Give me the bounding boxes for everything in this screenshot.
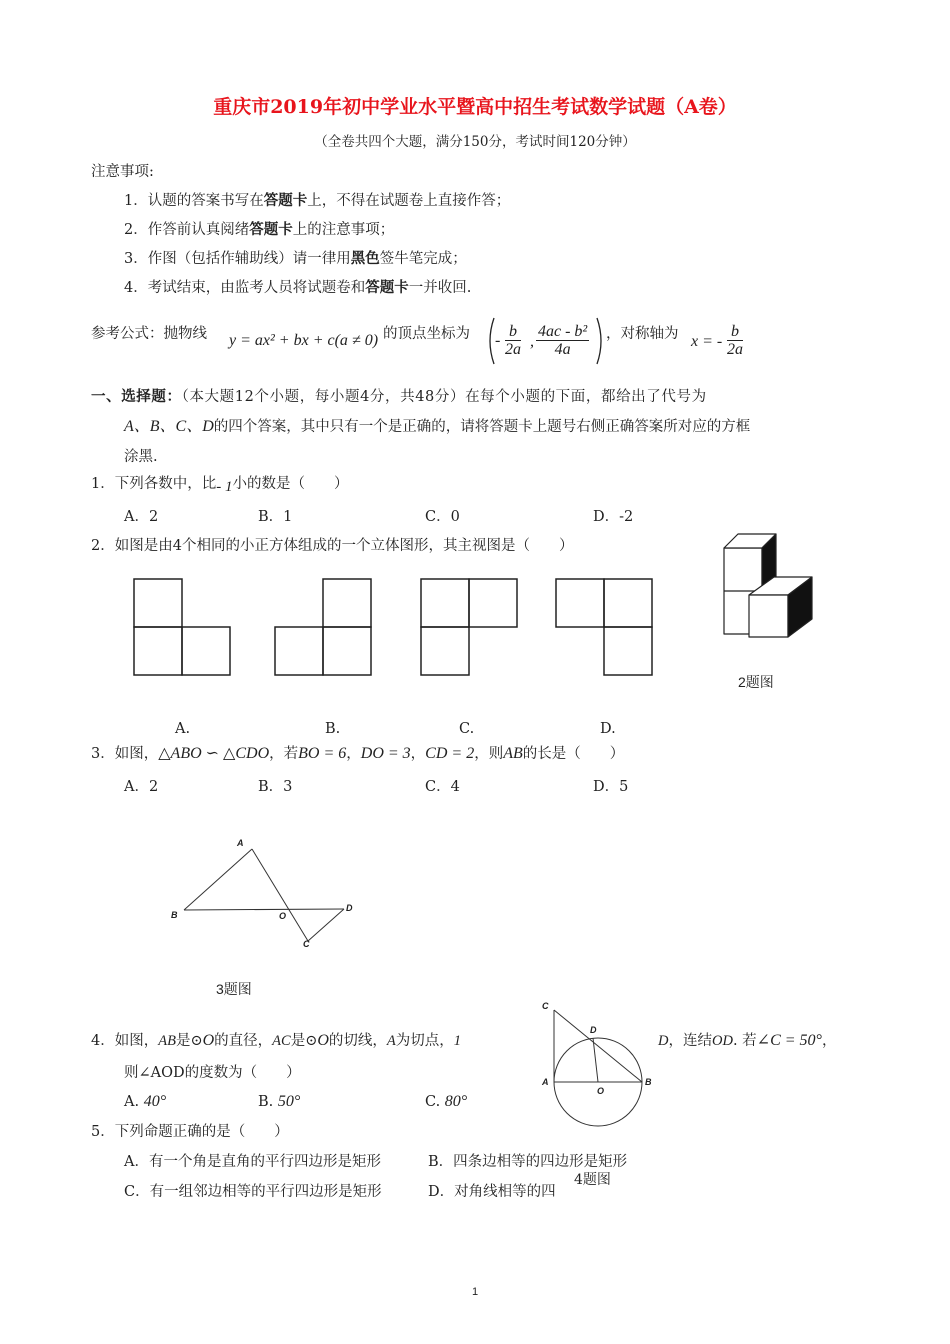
exam-title: 重庆市2019年初中学业水平暨高中招生考试数学试题（A卷） — [213, 96, 737, 118]
notice-item-3: 3．作图（包括作辅助线）请一律用黑色签牛笔完成； — [124, 250, 467, 267]
q4-stem-line-1-end: D，连结OD. 若∠C = 50°， — [658, 1032, 837, 1049]
notice-item-2: 2．作答前认真阅绪答题卡上的注意事项； — [124, 221, 395, 238]
q3-point-a: A — [237, 838, 244, 848]
axis-text: ，对称轴为 — [606, 326, 679, 342]
q3-option-b: B．3 — [258, 779, 293, 795]
q5-option-b: B．四条边相等的四边形是矩形 — [428, 1154, 628, 1170]
notice-item-4: 4．考试结束，由监考人员将试题卷和答题卡一并收回. — [124, 279, 472, 296]
q2-option-c: C. — [459, 721, 475, 737]
vertex-y-fraction: $\frac{\text{4ac - b²}}{4a}$ — [538, 323, 588, 358]
vertex-minus: - — [495, 332, 501, 349]
section-1-line-3: 涂黑. — [124, 449, 158, 465]
page-number: 1 — [471, 1286, 479, 1298]
q1-option-b: B．1 — [258, 509, 293, 525]
q2-option-b: B. — [325, 721, 341, 737]
q4-figure-caption: 4题图 — [574, 1172, 611, 1188]
section-1-line-1: 一、选择题：（本大题12个小题，每小题4分，共48分）在每个小题的下面，都给出了代号为 — [91, 388, 707, 405]
q3-option-c: C．4 — [425, 779, 460, 795]
q4-point-o: O — [597, 1086, 605, 1096]
q2-option-b-figure — [274, 578, 374, 678]
q3-option-a: A．2 — [124, 779, 159, 795]
q3-figure-caption: 3题图 — [216, 981, 252, 997]
q1-option-c: C．0 — [425, 509, 460, 525]
q4-point-a: A — [542, 1077, 549, 1087]
q2-figure-caption: 2题图 — [738, 674, 774, 690]
q4-option-c: C. 80° — [425, 1093, 468, 1110]
q2-stem: 2．如图是由4个相同的小正方体组成的一个立体图形，其主视图是（ ） — [91, 538, 574, 554]
q2-option-d-figure — [555, 578, 655, 678]
q4-point-d: D — [590, 1025, 597, 1035]
q3-triangle-figure — [170, 840, 360, 960]
q4-stem-line-1: 4．如图，AB是⊙O的直径，AC是⊙O的切线，A为切点，1 — [91, 1032, 462, 1049]
q4-point-c: C — [542, 1001, 549, 1011]
q5-option-c: C．有一组邻边相等的平行四边形是矩形 — [124, 1184, 382, 1200]
q4-option-b: B. 50° — [258, 1093, 301, 1110]
q3-stem: 3．如图，△ABO ∽ △CDO，若BO = 6，DO = 3，CD = 2，则AB的长是（ ） — [91, 745, 625, 762]
q5-option-a: A．有一个角是直角的平行四边形是矩形 — [124, 1154, 381, 1170]
q3-point-c: C — [303, 939, 310, 949]
q2-option-c-figure — [420, 578, 520, 678]
q4-stem-line-2: 则∠AOD的度数为（ ） — [124, 1065, 301, 1081]
q3-point-d: D — [346, 903, 353, 913]
q4-circle-figure — [540, 1005, 660, 1155]
exam-subtitle: （全卷共四个大题，满分150分，考试时间120分钟） — [314, 134, 636, 150]
q2-option-a-figure — [133, 578, 233, 678]
q5-stem: 5．下列命题正确的是（ ） — [91, 1124, 289, 1140]
section-1-line-2: A、B、C、D的四个答案，其中只有一个是正确的，请将答题卡上题号右侧正确答案所对应的方框 — [124, 418, 751, 435]
q2-option-d: D. — [600, 721, 616, 737]
q1-option-a: A．2 — [124, 509, 159, 525]
parabola-equation: y = ax² + bx + c(a ≠ 0) — [229, 332, 379, 349]
q4-point-b: B — [645, 1077, 652, 1087]
q2-option-a: A. — [175, 721, 191, 737]
q1-option-d: D．-2 — [593, 509, 634, 525]
q3-option-d: D．5 — [593, 779, 629, 795]
vertex-x-fraction: $\frac{b}{2a}$ — [505, 323, 521, 358]
q3-point-o: O — [279, 911, 287, 921]
q2-cube-figure — [722, 532, 822, 640]
q1-stem: 1．下列各数中，比- 1小的数是（ ） — [91, 476, 349, 495]
q3-point-b: B — [171, 910, 178, 920]
formula-mid: 的顶点坐标为 — [383, 326, 470, 342]
q5-option-d: D．对角线相等的四 — [428, 1184, 556, 1200]
notice-heading: 注意事项: — [91, 164, 154, 180]
vertex-comma: , — [530, 333, 534, 350]
axis-fraction: $\frac{b}{2a}$ — [727, 323, 743, 358]
formula-lead: 参考公式：抛物线 — [91, 326, 207, 342]
notice-item-1: 1．认题的答案书写在答题卡上，不得在试题卷上直接作答； — [124, 192, 511, 209]
axis-x: x = - — [691, 333, 723, 350]
q4-option-a: A. 40° — [124, 1093, 167, 1110]
